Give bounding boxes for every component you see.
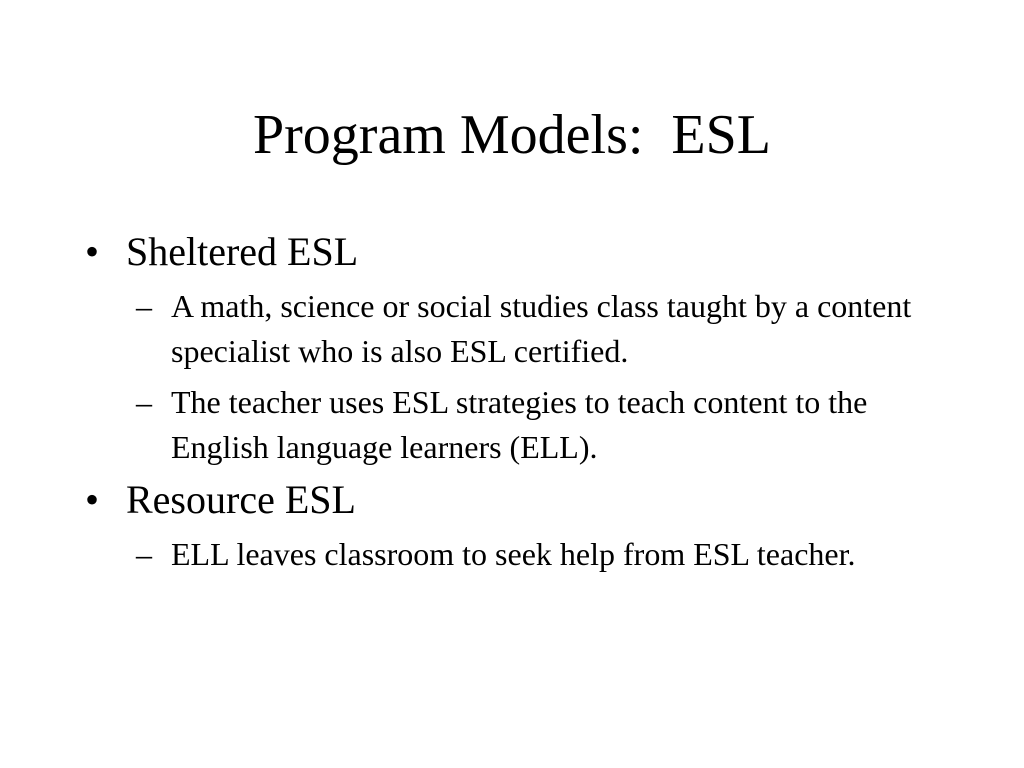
bullet-list xyxy=(85,228,965,583)
sub-item xyxy=(136,380,965,470)
bullet-marker: • xyxy=(85,477,100,522)
sub-item-text: The teacher uses ESL strategies to teach content to the English language learners (ELL). xyxy=(171,384,868,465)
sub-item-text: A math, science or social studies class taught by a content specialist who is also ESL certified. xyxy=(171,288,912,369)
bullet-item-resource-esl xyxy=(85,476,965,577)
bullet-row xyxy=(85,228,965,276)
sub-bullet-marker: – xyxy=(136,536,152,572)
bullet-item-sheltered-esl xyxy=(85,228,965,470)
sub-item xyxy=(136,284,965,374)
sub-bullet-marker: – xyxy=(136,288,152,324)
bullet-text: Resource ESL xyxy=(126,477,356,522)
sub-list xyxy=(85,284,965,470)
bullet-row xyxy=(85,476,965,524)
sub-item xyxy=(136,532,965,577)
sub-bullet-marker: – xyxy=(136,384,152,420)
bullet-text: Sheltered ESL xyxy=(126,229,359,274)
sub-list xyxy=(85,532,965,577)
sub-item-text: ELL leaves classroom to seek help from ESL teacher. xyxy=(171,536,856,572)
bullet-marker: • xyxy=(85,229,100,274)
slide-title: Program Models: ESL xyxy=(253,104,771,166)
